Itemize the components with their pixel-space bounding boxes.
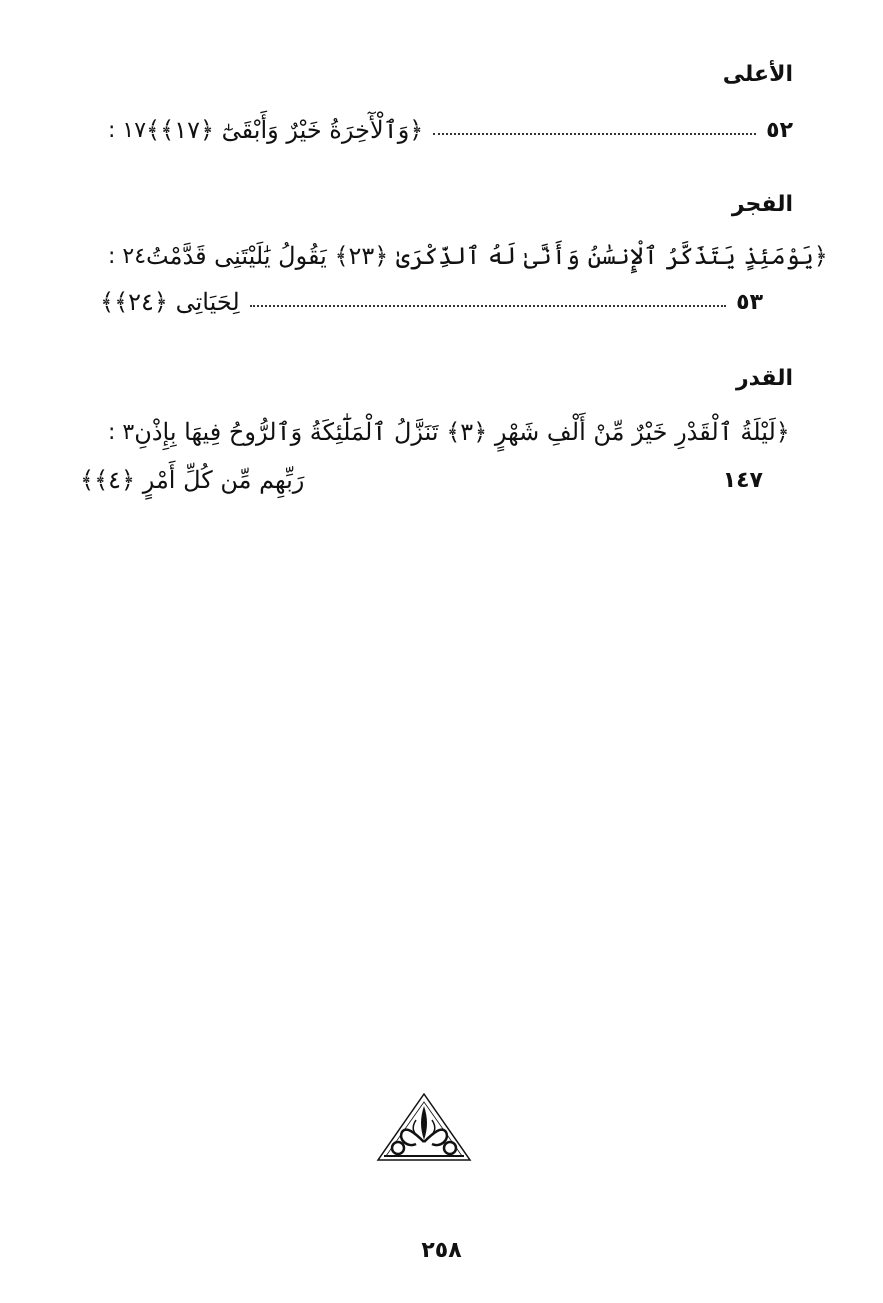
verse-line-continued <box>80 460 763 500</box>
verse-number: ١٧ : <box>108 117 147 143</box>
decorative-ornament-icon <box>376 1092 472 1162</box>
verse-text: ﴿يَوْمَئِذٍ يَتَذَكَّرُ ٱلْإِنسَٰنُ وَأَنَّىٰ لَهُ ٱلذِّكْرَىٰ ﴿٢٣﴾ يَقُولُ يَٰلَيْتَنِى قَدَّمْتُ <box>146 242 828 270</box>
page-reference: ٥٣ <box>736 289 763 315</box>
verse-number: ٢٤ : <box>108 243 147 269</box>
verse-line <box>100 110 793 150</box>
surah-heading-qadr: القدر <box>735 366 793 391</box>
leader-dots <box>433 133 756 135</box>
leader-dots <box>250 305 727 307</box>
verse-text: لِحَيَاتِى ﴿٢٤﴾﴾ <box>100 288 240 316</box>
verse-line <box>100 236 828 276</box>
verse-line <box>100 412 793 452</box>
verse-text: ﴿وَٱلْأٓخِرَةُ خَيْرٌ وَأَبْقَىٰٓ ﴿١٧﴾﴾ <box>146 116 424 144</box>
verse-text: ﴿لَيْلَةُ ٱلْقَدْرِ خَيْرٌ مِّنْ أَلْفِ شَهْرٍ ﴿٣﴾ تَنَزَّلُ ٱلْمَلَٰٓئِكَةُ وَٱلرُّوحُ فِيهَا بِإِذْنِ <box>134 418 790 446</box>
page-number: ٢٥٨ <box>421 1238 462 1263</box>
page-reference: ١٤٧ <box>722 467 763 493</box>
page-reference: ٥٢ <box>766 117 793 143</box>
verse-text: رَبِّهِم مِّن كُلِّ أَمْرٍ ﴿٤﴾﴾ <box>80 466 305 494</box>
surah-heading-fajr: الفجر <box>731 192 793 217</box>
verse-number: ٣ : <box>108 419 135 445</box>
verse-line-continued <box>100 282 763 322</box>
surah-heading-alaa: الأعلى <box>722 62 793 87</box>
